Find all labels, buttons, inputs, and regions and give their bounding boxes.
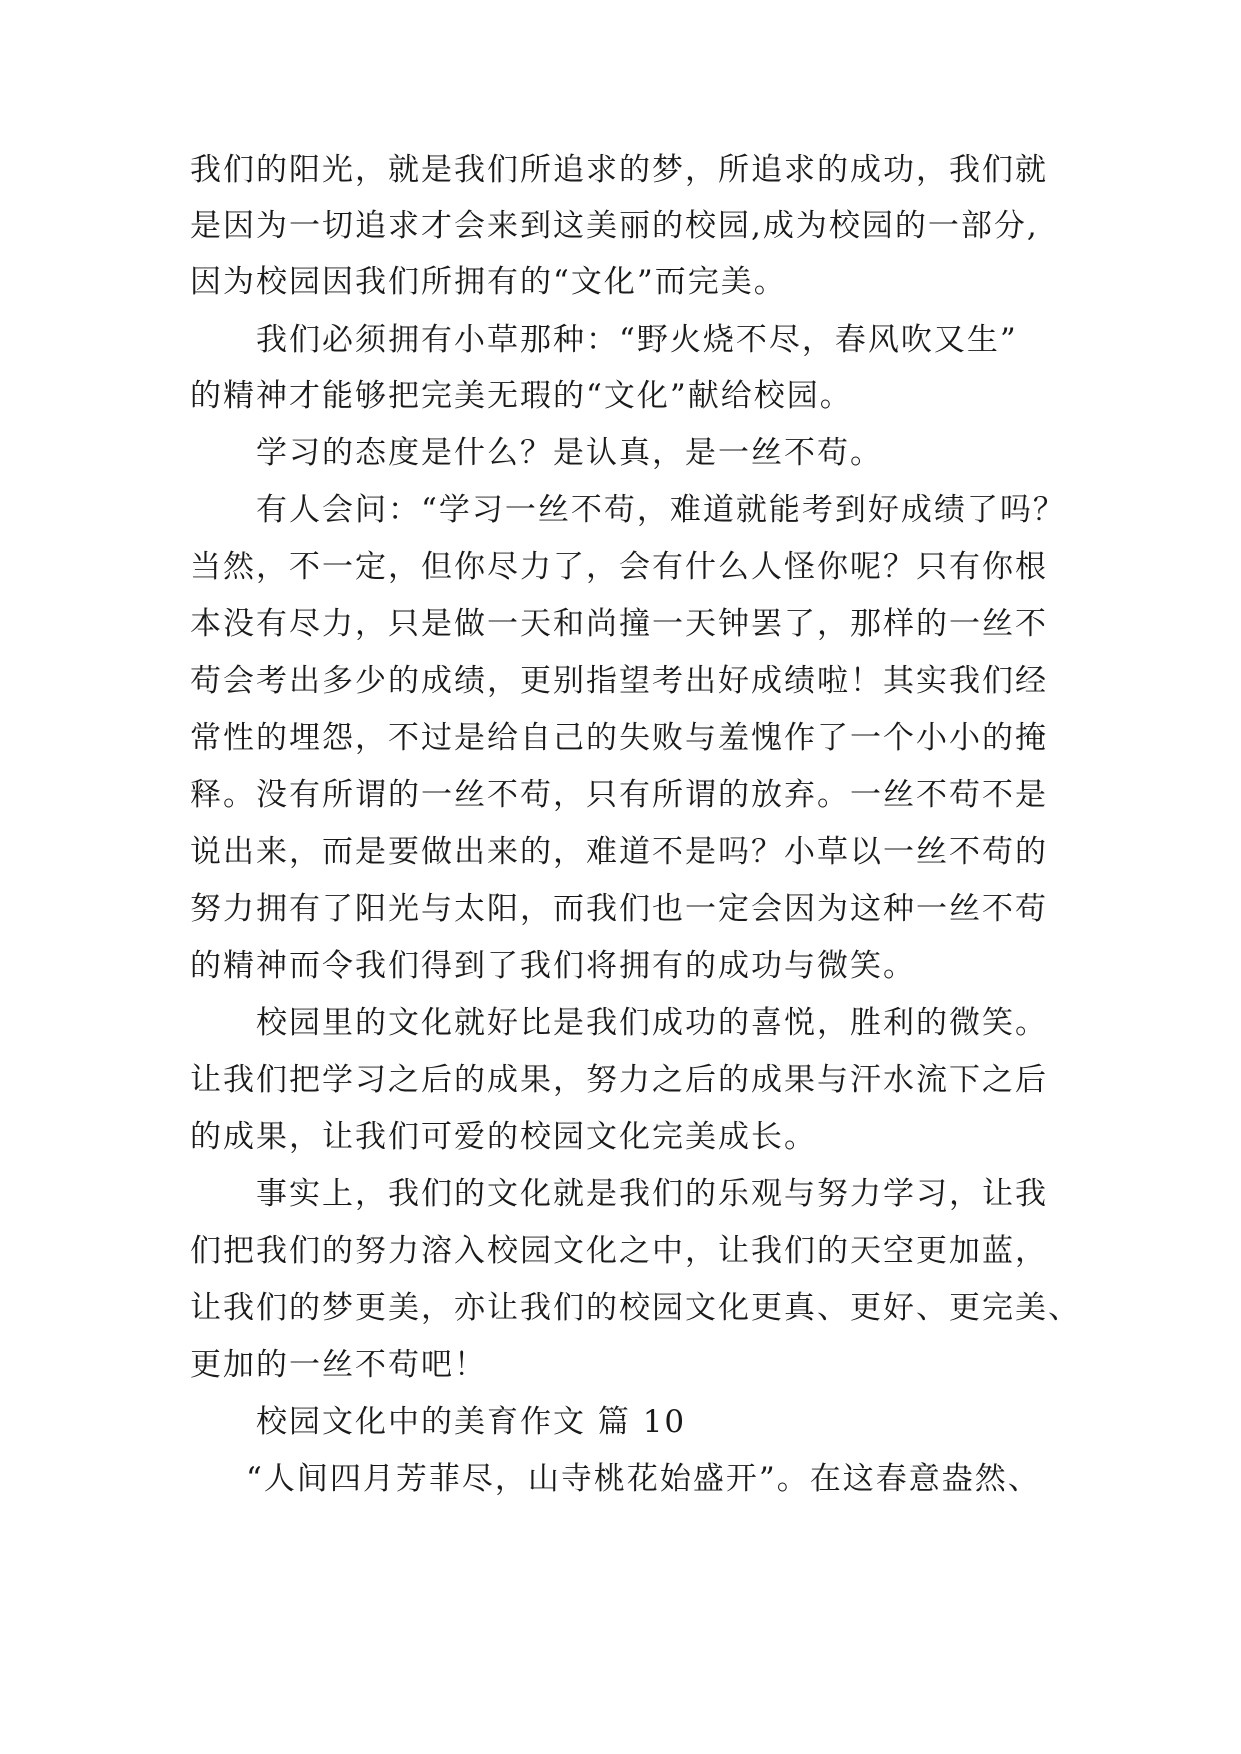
text-line: 让我们把学习之后的成果，努力之后的成果与汗水流下之后 xyxy=(190,1062,1048,1098)
text-line: 我们的阳光，就是我们所追求的梦，所追求的成功，我们就 xyxy=(190,152,1048,188)
text-line: 说出来，而是要做出来的，难道不是吗？小草以一丝不苟的 xyxy=(190,834,1048,870)
text-line: 因为校园因我们所拥有的“文化”而完美。 xyxy=(190,264,787,300)
text-line: 的成果，让我们可爱的校园文化完美成长。 xyxy=(190,1119,817,1155)
text-line: 的精神才能够把完美无瑕的“文化”献给校园。 xyxy=(190,378,853,414)
text-line: 苟会考出多少的成绩，更别指望考出好成绩啦！其实我们经 xyxy=(190,663,1048,699)
text-line: “人间四月芳菲尽，山寺桃花始盛开”。在这春意盎然、 xyxy=(246,1461,1041,1497)
text-line: 学习的态度是什么？是认真，是一丝不苟。 xyxy=(256,435,883,471)
text-line: 常性的埋怨，不过是给自己的失败与羞愧作了一个小小的掩 xyxy=(190,720,1048,756)
text-line: 事实上，我们的文化就是我们的乐观与努力学习，让我 xyxy=(256,1176,1048,1212)
text-line: 是因为一切追求才会来到这美丽的校园,成为校园的一部分, xyxy=(190,208,1039,244)
text-line: 本没有尽力，只是做一天和尚撞一天钟罢了，那样的一丝不 xyxy=(190,606,1048,642)
text-line: 让我们的梦更美，亦让我们的校园文化更真、更好、更完美、 xyxy=(190,1290,1081,1326)
text-line: 有人会问：“学习一丝不苟，难道就能考到好成绩了吗？ xyxy=(256,492,1066,528)
text-line: 当然，不一定，但你尽力了，会有什么人怪你呢？只有你根 xyxy=(190,549,1048,585)
text-line: 我们必须拥有小草那种：“野火烧不尽，春风吹又生” xyxy=(256,322,1018,358)
text-line: 更加的一丝不苟吧！ xyxy=(190,1347,487,1383)
text-line: 努力拥有了阳光与太阳，而我们也一定会因为这种一丝不苟 xyxy=(190,891,1048,927)
text-line: 校园里的文化就好比是我们成功的喜悦，胜利的微笑。 xyxy=(256,1005,1048,1041)
text-line: 的精神而令我们得到了我们将拥有的成功与微笑。 xyxy=(190,948,916,984)
text-line: 们把我们的努力溶入校园文化之中，让我们的天空更加蓝， xyxy=(190,1233,1048,1269)
text-line: 释。没有所谓的一丝不苟，只有所谓的放弃。一丝不苟不是 xyxy=(190,777,1048,813)
section-heading: 校园文化中的美育作文 篇 10 xyxy=(256,1404,687,1440)
